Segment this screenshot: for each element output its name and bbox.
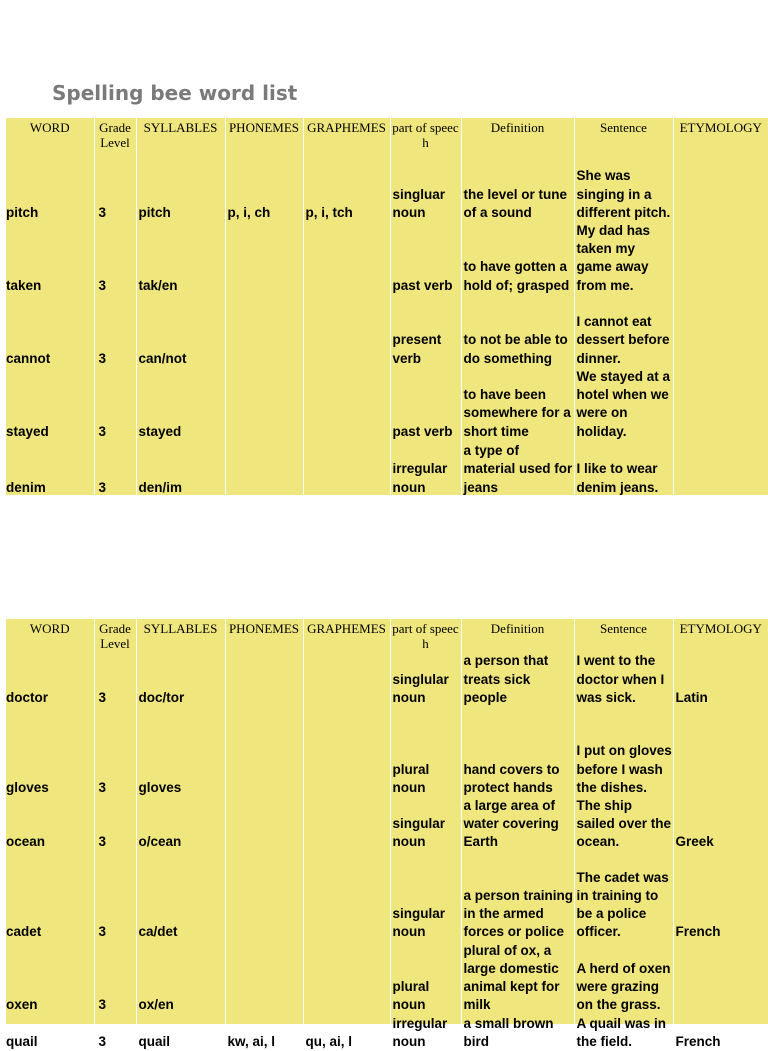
cell-definition: a large area of water covering Earth [461,797,574,852]
cell-graphemes: p, i, tch [303,150,390,222]
cell-grade: 3 [94,222,136,295]
page-title: Spelling bee word list [52,81,298,105]
word-list-table-1 [6,118,768,495]
cell-graphemes [303,651,390,707]
header-definition: Definition [461,619,574,651]
cell-grade: 3 [94,797,136,852]
cell-word: cadet [6,852,94,942]
cell-phonemes: p, i, ch [225,150,303,222]
cell-word: quail [6,1015,94,1051]
cell-word: taken [6,222,94,295]
cell-etymology: French [675,1033,721,1049]
cell-definition: plural of ox, a large domestic animal kept for milk [461,942,574,1015]
cell-etymology: Latin [675,689,708,705]
cell-graphemes [303,441,390,497]
header-phonemes: PHONEMES [225,118,303,150]
table-row [6,707,768,797]
cell-graphemes [303,942,390,1015]
cell-phonemes [225,651,303,707]
header-row [6,619,768,651]
cell-grade: 3 [94,150,136,222]
cell-sentence: A herd of oxen were grazing on the grass. [574,942,673,1015]
cell-definition: a type of material used for jeans [461,441,574,497]
cell-word: doctor [6,651,94,707]
cell-sentence: The ship sailed over the ocean. [574,797,673,852]
cell-definition: to have been somewhere for a short time [461,368,574,441]
header-graphemes: GRAPHEMES [303,619,390,651]
cell-phonemes [225,797,303,852]
cell-word: cannot [6,295,94,368]
cell-etymology: Greek [675,834,714,850]
table-row [6,368,768,441]
cell-part-of-speech: present verb [390,295,461,368]
cell-word: oxen [6,942,94,1015]
cell-syllables: can/not [136,295,225,368]
cell-part-of-speech: singlular noun [390,651,461,707]
cell-sentence: I put on gloves before I wash the dishes. [574,707,673,797]
header-syllables: SYLLABLES [136,118,225,150]
word-list-table-2 [6,619,768,1049]
cell-sentence: I cannot eat dessert before dinner. [574,295,673,368]
cell-etymology: French [675,924,721,940]
cell-part-of-speech: past verb [390,368,461,441]
header-sentence: Sentence [574,619,673,651]
header-etymology: ETYMOLOGY [679,621,762,636]
cell-syllables: pitch [136,150,225,222]
cell-part-of-speech: singular noun [390,797,461,852]
header-word: WORD [6,619,94,651]
cell-graphemes: qu, ai, l [303,1015,390,1051]
cell-sentence: The cadet was in training to be a police officer. [574,852,673,942]
cell-part-of-speech: singluar noun [390,150,461,222]
header-part-of-speech: part of speech [390,619,461,651]
cell-grade: 3 [94,295,136,368]
cell-grade: 3 [94,707,136,797]
cell-word: gloves [6,707,94,797]
cell-definition: to have gotten a hold of; grasped [461,222,574,295]
table-row [6,1015,768,1051]
header-etymology: ETYMOLOGY [679,120,762,135]
cell-etymology [673,942,768,1015]
cell-sentence: A quail was in the field. [574,1015,673,1051]
table-row [6,295,768,368]
cell-grade: 3 [94,441,136,497]
cell-grade: 3 [94,852,136,942]
cell-graphemes [303,707,390,797]
table-row [6,797,768,852]
table-row [6,942,768,1015]
cell-definition: the level or tune of a sound [461,150,574,222]
table-row [6,441,768,497]
cell-definition: to not be able to do something [461,295,574,368]
cell-sentence: I like to wear denim jeans. [574,441,673,497]
cell-part-of-speech: irregular noun [390,1015,461,1051]
cell-word: ocean [6,797,94,852]
cell-sentence: I went to the doctor when I was sick. [574,651,673,707]
table-row [6,150,768,222]
cell-phonemes [225,222,303,295]
cell-phonemes [225,707,303,797]
cell-part-of-speech: irregular noun [390,441,461,497]
cell-graphemes [303,295,390,368]
cell-part-of-speech: singular noun [390,852,461,942]
cell-etymology [673,295,768,368]
cell-etymology [673,150,768,222]
cell-syllables: doc/tor [136,651,225,707]
header-definition: Definition [461,118,574,150]
cell-grade: 3 [94,1015,136,1051]
table-row [6,651,768,707]
cell-part-of-speech: plural noun [390,942,461,1015]
table-row [6,222,768,295]
cell-syllables: den/im [136,441,225,497]
cell-word: pitch [6,150,94,222]
cell-graphemes [303,368,390,441]
cell-etymology [673,222,768,295]
cell-phonemes [225,942,303,1015]
cell-definition: a person training in the armed forces or police [461,852,574,942]
cell-graphemes [303,852,390,942]
cell-sentence: My dad has taken my game away from me. [574,222,673,295]
header-syllables: SYLLABLES [136,619,225,651]
table-row [6,852,768,942]
cell-grade: 3 [94,368,136,441]
cell-syllables: quail [136,1015,225,1051]
cell-definition: a small brown bird [461,1015,574,1051]
cell-syllables: o/cean [136,797,225,852]
cell-phonemes [225,852,303,942]
cell-phonemes: kw, ai, l [225,1015,303,1051]
cell-grade: 3 [94,651,136,707]
cell-graphemes [303,222,390,295]
cell-phonemes [225,368,303,441]
cell-graphemes [303,797,390,852]
header-grade-level: Grade Level [94,619,136,651]
header-sentence: Sentence [574,118,673,150]
cell-etymology [673,368,768,441]
cell-word: denim [6,441,94,497]
cell-part-of-speech: past verb [390,222,461,295]
header-phonemes: PHONEMES [225,619,303,651]
cell-word: stayed [6,368,94,441]
cell-sentence: We stayed at a hotel when we were on holiday. [574,368,673,441]
cell-etymology [673,441,768,497]
cell-part-of-speech: plural noun [390,707,461,797]
cell-syllables: ca/det [136,852,225,942]
cell-grade: 3 [94,942,136,1015]
cell-definition: hand covers to protect hands [461,707,574,797]
cell-syllables: tak/en [136,222,225,295]
header-word: WORD [6,118,94,150]
header-grade-level: Grade Level [94,118,136,150]
cell-syllables: gloves [136,707,225,797]
header-row [6,118,768,150]
cell-sentence: She was singing in a different pitch. [574,150,673,222]
cell-phonemes [225,295,303,368]
cell-definition: a person that treats sick people [461,651,574,707]
header-part-of-speech: part of speech [390,118,461,150]
cell-etymology [673,707,768,797]
cell-syllables: stayed [136,368,225,441]
cell-phonemes [225,441,303,497]
header-graphemes: GRAPHEMES [303,118,390,150]
cell-syllables: ox/en [136,942,225,1015]
